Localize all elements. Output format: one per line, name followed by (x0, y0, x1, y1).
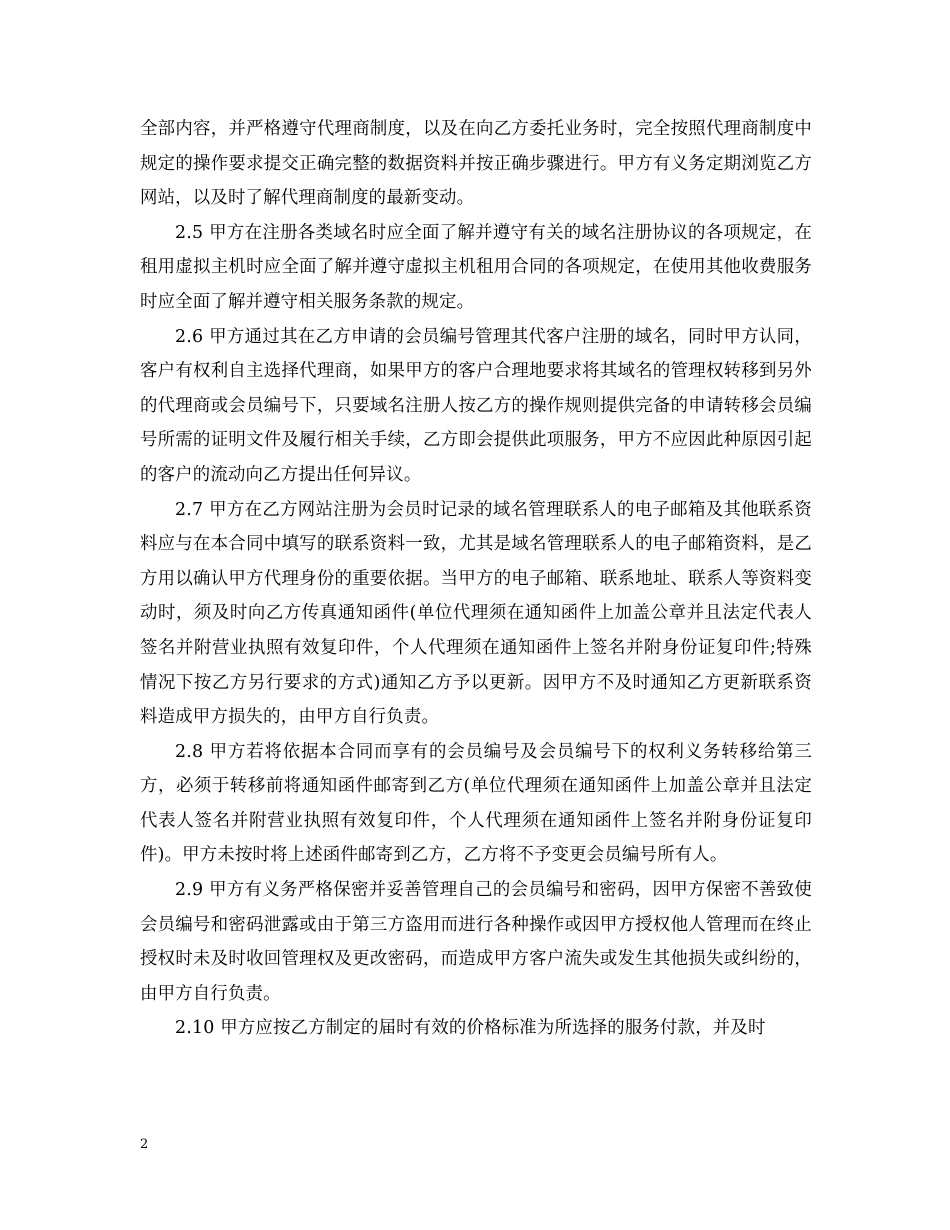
paragraph-clause-2-6: 2.6 甲方通过其在乙方申请的会员编号管理其代客户注册的域名，同时甲方认同，客户有权利自主选择代理商，如果甲方的客户合理地要求将其域名的管理权转移到另外的代理商或会员编号下，只要域名注册人按乙方的操作规则提供完备的申请转移会员编号所需的证明文件及履行相关手续，乙方即会提供此项服务，甲方不应因此种原因引起的客户的流动向乙方提出任何异议。 (140, 326, 812, 485)
page-number: 2 (140, 1137, 149, 1152)
paragraph-clause-2-9: 2.9 甲方有义务严格保密并妥善管理自己的会员编号和密码，因甲方保密不善致使会员编号和密码泄露或由于第三方盗用而进行各种操作或因甲方授权他人管理而在终止授权时未及时收回管理权及更改密码，而造成甲方客户流失或发生其他损失或纠纷的，由甲方自行负责。 (140, 880, 812, 1004)
paragraph-clause-2-8: 2.8 甲方若将依据本合同而享有的会员编号及会员编号下的权利义务转移给第三方，必须于转移前将通知函件邮寄到乙方(单位代理须在通知函件上加盖公章并且法定代表人签名并附营业执照有效复印件，个人代理须在通知函件上签名并附身份证复印件)。甲方未按时将上述函件邮寄到乙方，乙方将不予变更会员编号所有人。 (140, 741, 812, 866)
document-body (140, 112, 812, 1046)
paragraph-clause-2-10: 2.10 甲方应按乙方制定的届时有效的价格标准为所选择的服务付款，并及时 (175, 1018, 766, 1039)
paragraph-continuation: 全部内容，并严格遵守代理商制度，以及在向乙方委托业务时，完全按照代理商制度中规定的操作要求提交正确完整的数据资料并按正确步骤进行。甲方有义务定期浏览乙方网站，以及时了解代理商制度的最新变动。 (140, 119, 812, 209)
paragraph-clause-2-7: 2.7 甲方在乙方网站注册为会员时记录的域名管理联系人的电子邮箱及其他联系资料应与在本合同中填写的联系资料一致，尤其是域名管理联系人的电子邮箱资料，是乙方用以确认甲方代理身份的重要依据。当甲方的电子邮箱、联系地址、联系人等资料变动时，须及时向乙方传真通知函件(单位代理须在通知函件上加盖公章并且法定代表人签名并附营业执照有效复印件，个人代理须在通知函件上签名并附身份证复印件;特殊情况下按乙方另行要求的方式)通知乙方予以更新。因甲方不及时通知乙方更新联系资料造成甲方损失的，由甲方自行负责。 (140, 499, 812, 728)
paragraph-clause-2-5: 2.5 甲方在注册各类域名时应全面了解并遵守有关的域名注册协议的各项规定，在租用虚拟主机时应全面了解并遵守虚拟主机租用合同的各项规定，在使用其他收费服务时应全面了解并遵守相关服务条款的规定。 (140, 222, 812, 312)
